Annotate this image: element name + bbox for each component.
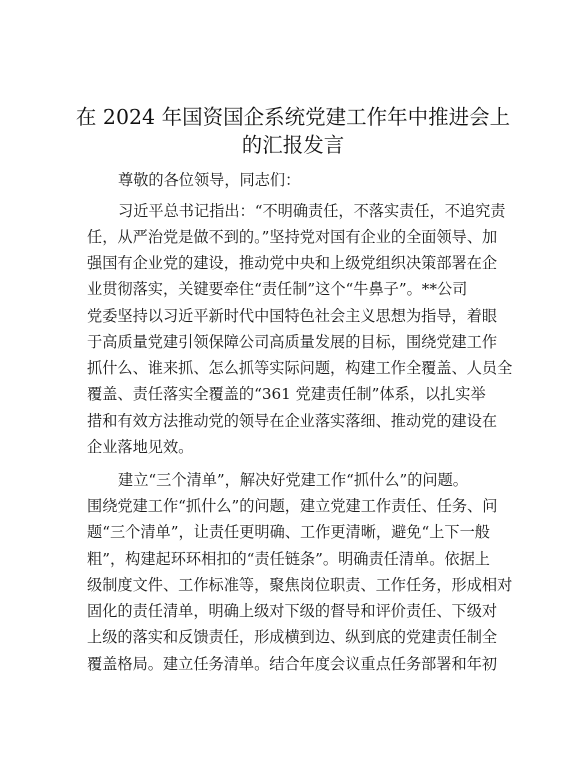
paragraph2-line-1: 建立“三个清单”，解决好党建工作“抓什么”的问题。: [118, 471, 468, 489]
document-title-line-2: 的汇报发言: [241, 133, 345, 157]
document-title-line-1: 在 2024 年国资国企系统党建工作年中推进会上: [75, 105, 511, 129]
paragraph2-line-3: 题“三个清单”，让责任更明确、工作更清晰，避免“上下一般: [87, 523, 490, 541]
paragraph2-line-2: 围绕党建工作“抓什么”的问题，建立党建工作责任、任务、问: [87, 497, 498, 515]
paragraph2-line-6: 固化的责任清单，明确上级对下级的督导和评价责任、下级对: [87, 602, 498, 620]
paragraph1-line-9: 措和有效方法推动党的领导在企业落实落细、推动党的建设在: [87, 412, 498, 430]
paragraph1-line-6: 于高质量党建引领保障公司高质量发展的目标，围绕党建工作: [87, 333, 498, 351]
paragraph2-line-4: 粗”，构建起环环相扣的“责任链条”。明确责任清单。依据上: [87, 550, 490, 568]
paragraph1-line-5: 党委坚持以习近平新时代中国特色社会主义思想为指导，着眼: [87, 307, 498, 325]
paragraph1-line-7: 抓什么、谁来抓、怎么抓等实际问题，构建工作全覆盖、人员全: [87, 359, 513, 377]
paragraph1-line-4: 业贯彻落实，关键要牵住“责任制”这个“牛鼻子”。**公司: [87, 280, 468, 298]
paragraph1-line-10: 企业落地见效。: [87, 438, 194, 456]
paragraph1-line-3: 强国有企业党的建设，推动党中央和上级党组织决策部署在企: [87, 254, 498, 272]
paragraph2-line-8: 覆盖格局。建立任务清单。结合年度会议重点任务部署和年初: [87, 655, 498, 673]
paragraph1-line-2: 任，从严治党是做不到的。”坚持党对国有企业的全面领导、加: [87, 228, 498, 246]
paragraph2-line-5: 级制度文件、工作标准等，聚焦岗位职责、工作任务，形成相对: [87, 576, 513, 594]
paragraph2-line-7: 上级的落实和反馈责任，形成横到边、纵到底的党建责任制全: [87, 628, 498, 646]
paragraph1-line-8: 覆盖、责任落实全覆盖的“361 党建责任制”体系，以扎实举: [87, 385, 486, 403]
paragraph1-line-1: 习近平总书记指出：“不明确责任，不落实责任，不追究责: [118, 202, 506, 220]
greeting: 尊敬的各位领导，同志们：: [118, 171, 301, 189]
